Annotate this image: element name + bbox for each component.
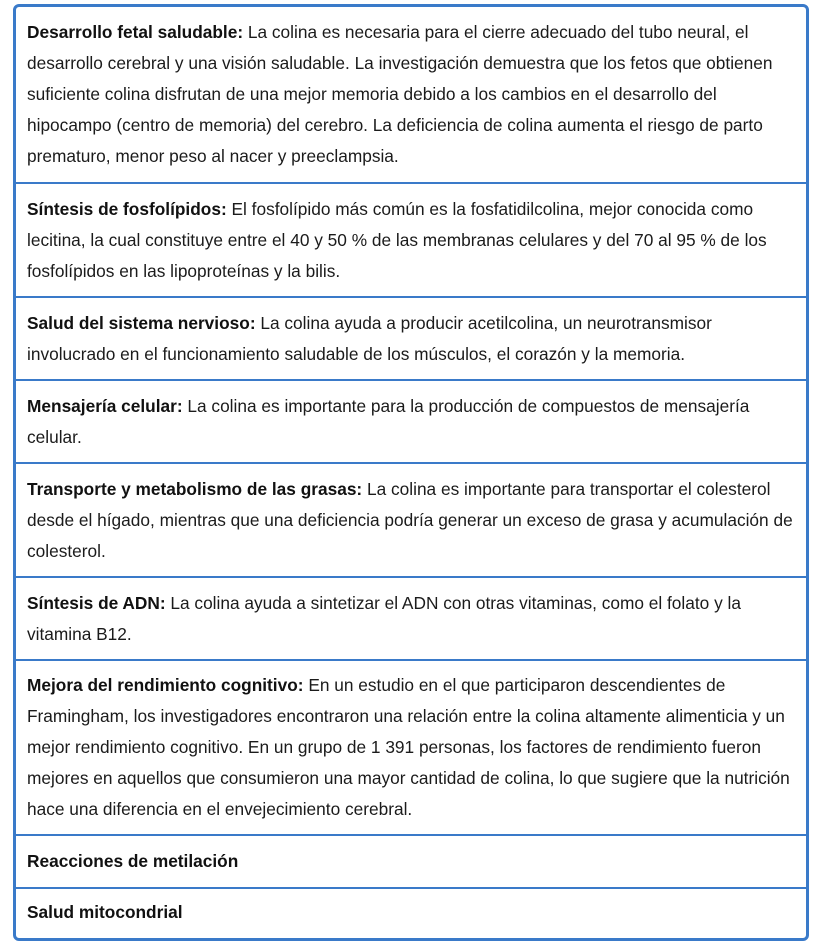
table-row [16,661,806,836]
row-content [27,474,796,567]
row-content [27,588,796,650]
row-term: Transporte y metabolismo de las grasas: [27,478,363,499]
row-text: El fosfolípido más común es la fosfatidilcolina, mejor conocida como lecitina, la cual constituye entre el 40 y 50 % de las membranas celulares y del 70 al 95 % de los fosfolípidos en las lipoproteínas y la bilis. [27,198,767,281]
table-row [16,298,806,381]
table-row [16,578,806,661]
row-term: Mejora del rendimiento cognitivo: [27,675,304,695]
table-row [16,381,806,464]
row-text: En un estudio en el que participaron descendientes de Framingham, los investigadores encontraron una relación entre la colina altamente alimenticia y un mejor rendimiento cognitivo. En un grupo de 1 391 personas, los factores de rendimiento fueron mejores en aquellos que consumieron una mayor cantidad de colina, lo que sugiere que la nutrición hace una diferencia en el envejecimiento cerebral. [27,675,790,819]
row-term: Síntesis de fosfolípidos: [27,198,227,219]
table-row [16,464,806,578]
row-term: Mensajería celular: [27,395,183,416]
row-term: Síntesis de ADN: [27,592,166,613]
table-row [16,7,806,184]
row-content [27,846,238,877]
row-content [27,897,183,928]
row-text: La colina es importante para transportar el colesterol desde el hígado, mientras que una deficiencia podría generar un exceso de grasa y acumulación de colesterol. [27,478,793,561]
row-term: Salud del sistema nervioso: [27,312,256,333]
row-content [27,17,796,172]
row-term: Salud mitocondrial [27,902,183,922]
table-row [16,184,806,298]
row-term: Reacciones de metilación [27,851,239,871]
benefits-table [13,4,809,941]
table-row [16,836,806,889]
row-content [27,308,796,370]
table-row [16,889,806,936]
row-content [27,670,796,825]
row-term: Desarrollo fetal saludable: [27,22,244,42]
row-text: La colina es importante para la producción de compuestos de mensajería celular. [27,395,750,447]
row-text: La colina ayuda a sintetizar el ADN con otras vitaminas, como el folato y la vitamina B12. [27,592,741,644]
row-text: La colina ayuda a producir acetilcolina, un neurotransmisor involucrado en el funcionamiento saludable de los músculos, el corazón y la memoria. [27,312,712,364]
row-content [27,194,796,287]
row-content [27,391,796,453]
row-text: La colina es necesaria para el cierre adecuado del tubo neural, el desarrollo cerebral y una visión saludable. La investigación demuestra que los fetos que obtienen suficiente colina disfrutan de una mejor memoria debido a los cambios en el desarrollo del hipocampo (centro de memoria) del cerebro. La deficiencia de colina aumenta el riesgo de parto prematuro, menor peso al nacer y preeclampsia. [27,22,773,166]
